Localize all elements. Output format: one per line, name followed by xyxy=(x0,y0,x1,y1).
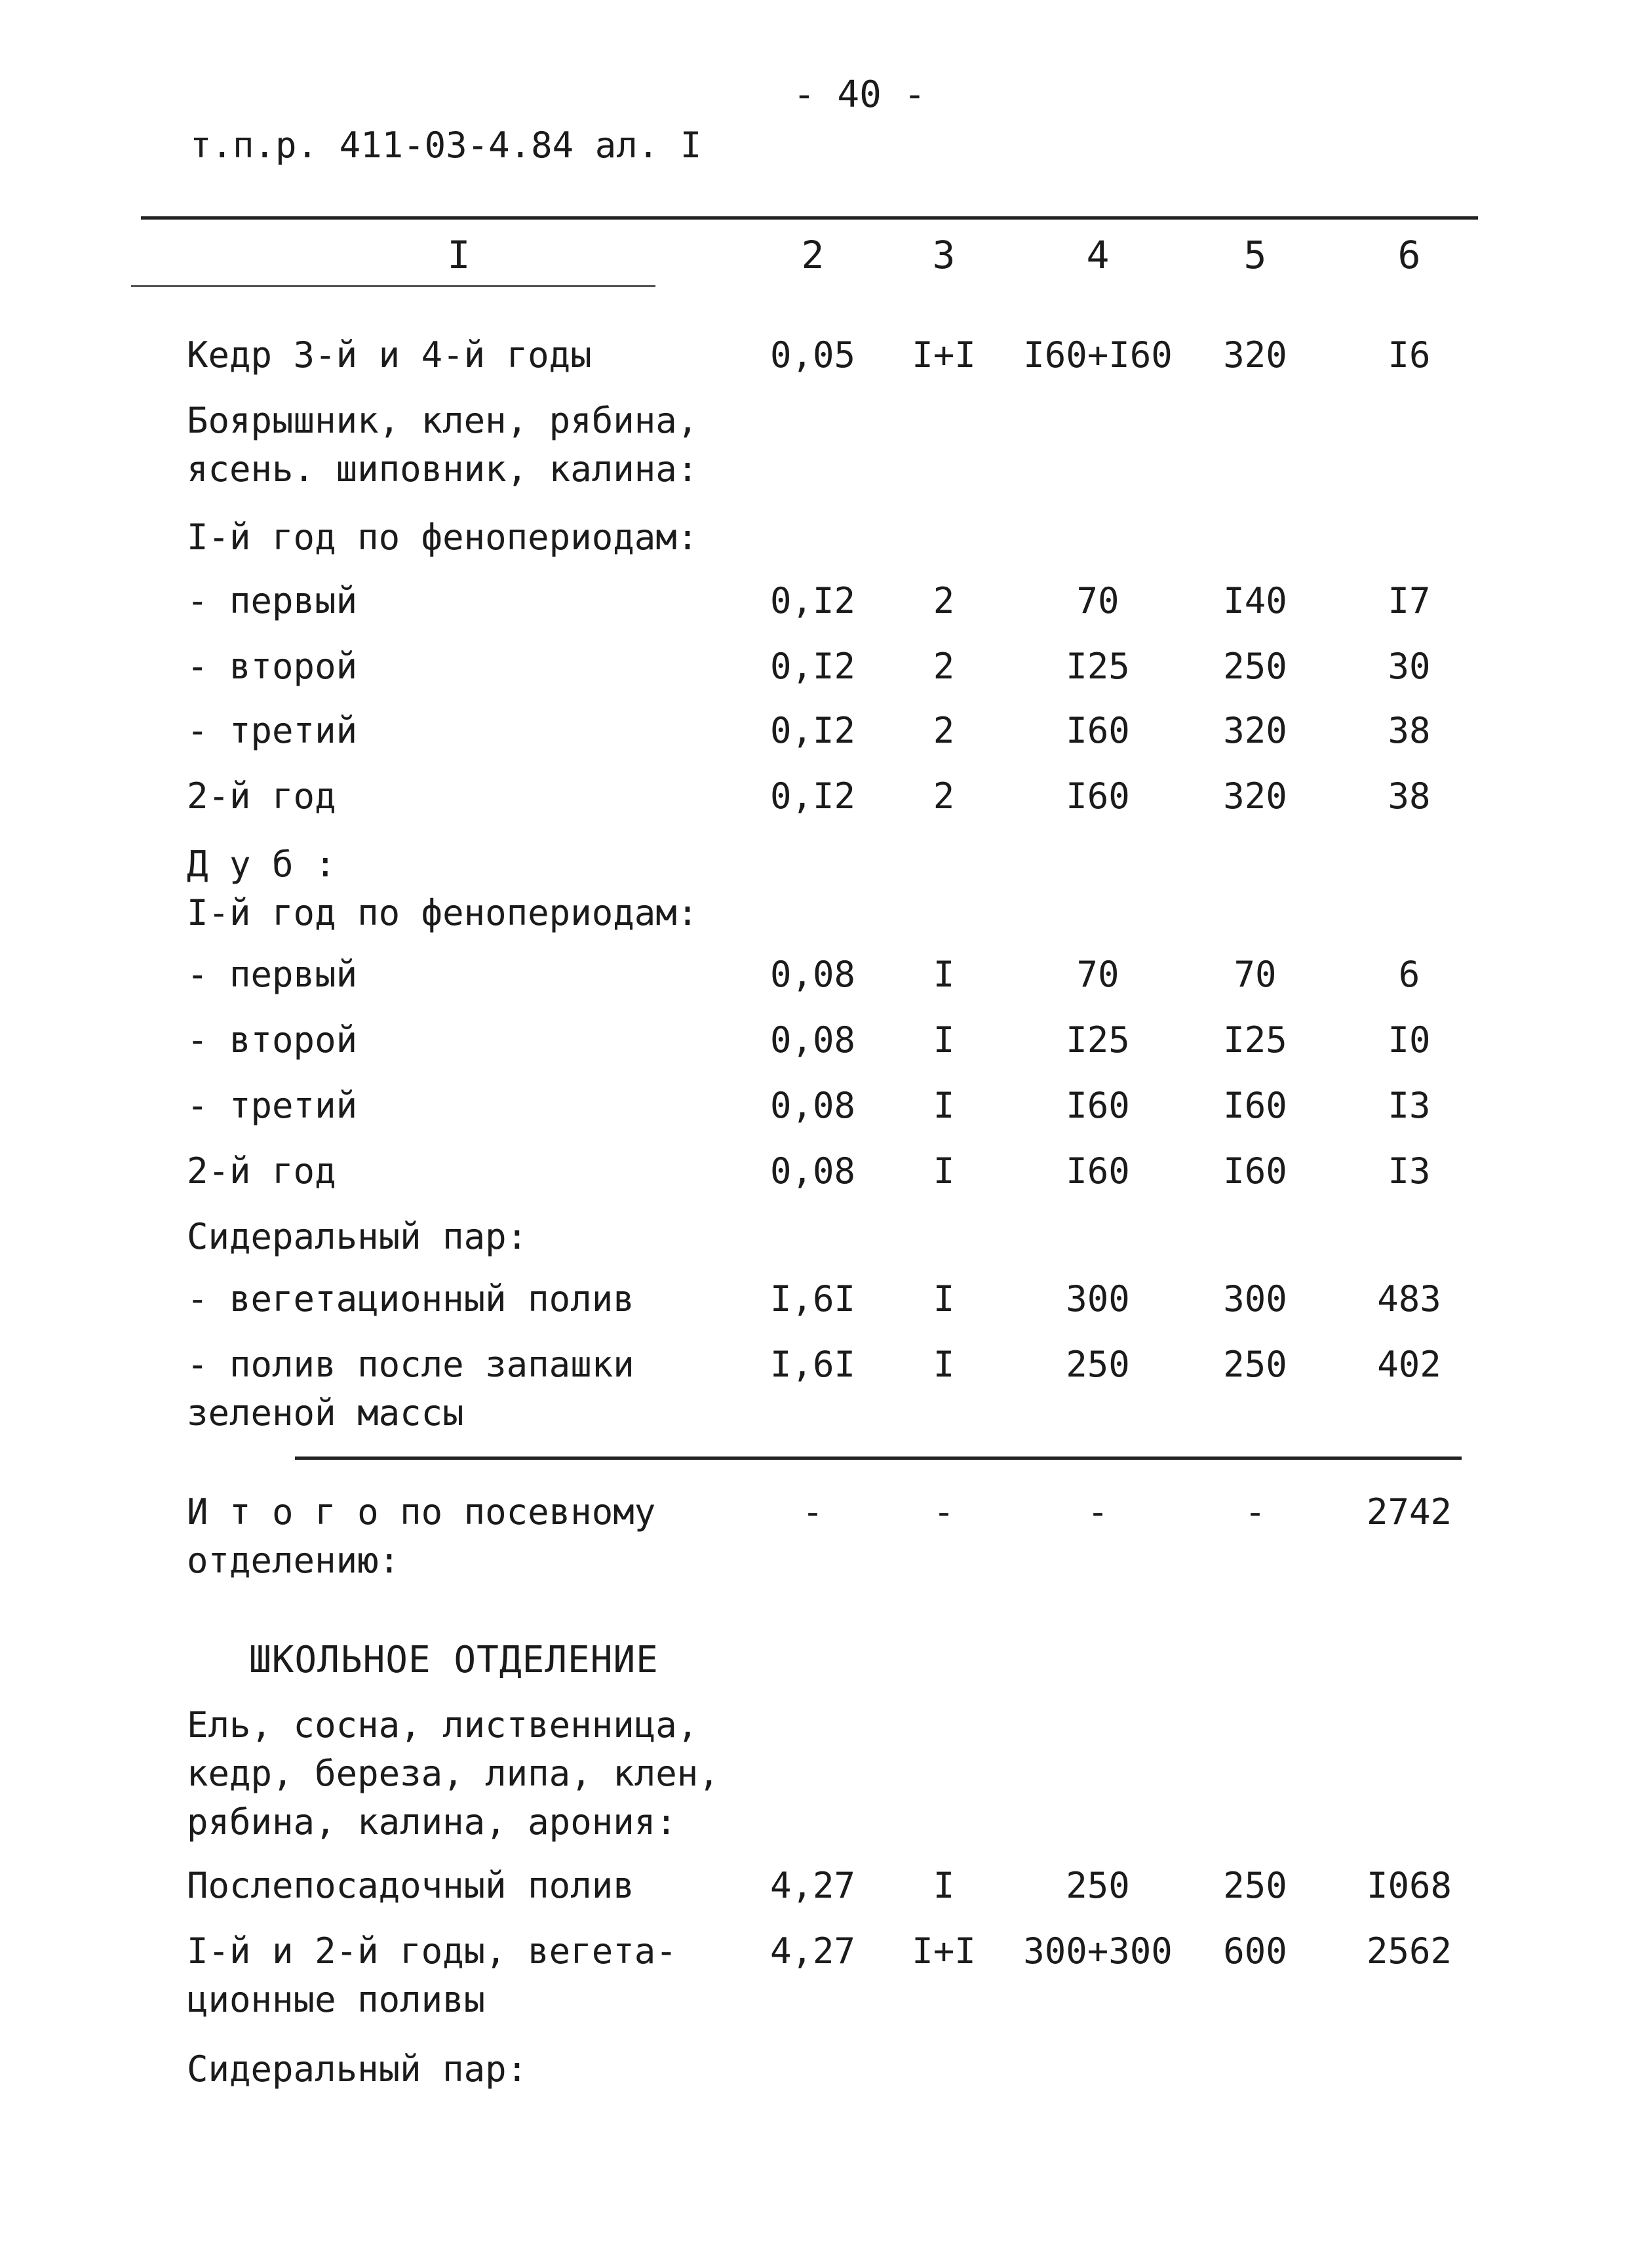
cell-col6: 38 xyxy=(1388,710,1431,751)
row-label: - второй xyxy=(187,1019,358,1061)
cell-col3: I xyxy=(933,1019,955,1061)
cell-col5: 250 xyxy=(1223,1865,1287,1906)
total-col5: - xyxy=(1244,1491,1266,1533)
total-col3: - xyxy=(933,1491,955,1533)
total-separator-rule xyxy=(295,1457,1462,1460)
row-label: Сидеральный пар: xyxy=(187,1216,528,1257)
row-label: - третий xyxy=(187,1085,358,1126)
row-label: I-й год по фенопериодам: xyxy=(187,517,699,558)
document-reference: т.п.р. 411-03-4.84 ал. I xyxy=(190,125,702,166)
cell-col4: 250 xyxy=(1066,1344,1130,1385)
row-label: - второй xyxy=(187,646,358,687)
cell-col3: 2 xyxy=(933,646,955,687)
cell-col2: 0,I2 xyxy=(769,710,856,751)
cell-col6: 402 xyxy=(1377,1344,1441,1385)
column-header-3: 3 xyxy=(932,233,956,277)
cell-col5: I40 xyxy=(1223,580,1287,621)
page-number: - 40 - xyxy=(793,73,926,116)
cell-col5: I60 xyxy=(1223,1150,1287,1192)
cell-col3: I xyxy=(933,1865,955,1906)
cell-col3: I xyxy=(933,1344,955,1385)
cell-col6: 6 xyxy=(1398,954,1420,995)
row-label: Д у б : I-й год по фенопериодам: xyxy=(187,844,699,933)
cell-col6: I068 xyxy=(1366,1865,1452,1906)
cell-col6: I0 xyxy=(1388,1019,1431,1061)
row-label: 2-й год xyxy=(187,1150,336,1192)
cell-col2: 0,08 xyxy=(769,1150,856,1192)
cell-col2: 4,27 xyxy=(769,1865,856,1906)
cell-col2: 0,08 xyxy=(769,954,856,995)
cell-col6: 30 xyxy=(1388,646,1431,687)
cell-col6: 38 xyxy=(1388,775,1431,817)
cell-col2: 0,05 xyxy=(769,334,856,376)
cell-col6: 2562 xyxy=(1366,1930,1452,1972)
total-col6: 2742 xyxy=(1366,1491,1452,1533)
cell-col3: 2 xyxy=(933,580,955,621)
total-col2: - xyxy=(802,1491,824,1533)
cell-col3: I xyxy=(933,1278,955,1320)
row-label: Боярышник, клен, рябина, ясень. шиповник, калина: xyxy=(187,400,699,490)
row-label: 2-й год xyxy=(187,775,336,817)
cell-col2: 0,08 xyxy=(769,1085,856,1126)
cell-col3: I xyxy=(933,1150,955,1192)
row-label: - первый xyxy=(187,580,358,621)
column-header-1: I xyxy=(447,233,471,277)
cell-col4: 70 xyxy=(1076,580,1119,621)
cell-col5: 600 xyxy=(1223,1930,1287,1972)
cell-col3: 2 xyxy=(933,775,955,817)
cell-col5: 250 xyxy=(1223,646,1287,687)
row-label: Ель, сосна, лиственница, кедр, береза, липа, клен, рябина, калина, арония: xyxy=(187,1704,720,1843)
cell-col6: I3 xyxy=(1388,1085,1431,1126)
cell-col4: I60 xyxy=(1066,1150,1130,1192)
cell-col5: 70 xyxy=(1234,954,1277,995)
cell-col6: I3 xyxy=(1388,1150,1431,1192)
cell-col5: 320 xyxy=(1223,775,1287,817)
cell-col4: I25 xyxy=(1066,1019,1130,1061)
total-label: И т о г о по посевному отделению: xyxy=(187,1491,656,1581)
column-header-4: 4 xyxy=(1086,233,1110,277)
row-label: I-й и 2-й годы, вегета- ционные поливы xyxy=(187,1930,677,2020)
cell-col3: I+I xyxy=(912,334,976,376)
cell-col4: I25 xyxy=(1066,646,1130,687)
cell-col4: I60+I60 xyxy=(1023,334,1173,376)
cell-col4: 300 xyxy=(1066,1278,1130,1320)
table-top-rule xyxy=(141,216,1478,220)
cell-col3: I xyxy=(933,954,955,995)
cell-col4: I60 xyxy=(1066,1085,1130,1126)
column-header-6: 6 xyxy=(1397,233,1421,277)
row-label: Кедр 3-й и 4-й годы xyxy=(187,334,592,376)
row-label: - первый xyxy=(187,954,358,995)
row-label: - полив после запашки зеленой массы xyxy=(187,1344,634,1434)
row-label: - вегетационный полив xyxy=(187,1278,634,1320)
cell-col2: 0,08 xyxy=(769,1019,856,1061)
cell-col5: 250 xyxy=(1223,1344,1287,1385)
cell-col4: 70 xyxy=(1076,954,1119,995)
cell-col2: 0,I2 xyxy=(769,580,856,621)
cell-col2: 4,27 xyxy=(769,1930,856,1972)
cell-col2: 0,I2 xyxy=(769,646,856,687)
cell-col3: 2 xyxy=(933,710,955,751)
cell-col4: 300+300 xyxy=(1023,1930,1173,1972)
cell-col2: I,6I xyxy=(769,1278,856,1320)
cell-col5: I60 xyxy=(1223,1085,1287,1126)
cell-col3: I xyxy=(933,1085,955,1126)
cell-col6: 483 xyxy=(1377,1278,1441,1320)
cell-col5: 320 xyxy=(1223,710,1287,751)
cell-col5: 300 xyxy=(1223,1278,1287,1320)
cell-col3: I+I xyxy=(912,1930,976,1972)
row-label: Послепосадочный полив xyxy=(187,1865,634,1906)
cell-col2: I,6I xyxy=(769,1344,856,1385)
row-label: - третий xyxy=(187,710,358,751)
cell-col2: 0,I2 xyxy=(769,775,856,817)
cell-col5: 320 xyxy=(1223,334,1287,376)
cell-col4: 250 xyxy=(1066,1865,1130,1906)
row-label: Сидеральный пар: xyxy=(187,2048,528,2090)
cell-col6: I6 xyxy=(1388,334,1431,376)
total-col4: - xyxy=(1087,1491,1109,1533)
cell-col4: I60 xyxy=(1066,775,1130,817)
cell-col6: I7 xyxy=(1388,580,1431,621)
header-bottom-rule xyxy=(131,285,655,287)
cell-col4: I60 xyxy=(1066,710,1130,751)
column-header-2: 2 xyxy=(801,233,825,277)
cell-col5: I25 xyxy=(1223,1019,1287,1061)
section-title: ШКОЛЬНОЕ ОТДЕЛЕНИЕ xyxy=(249,1639,659,1681)
column-header-5: 5 xyxy=(1243,233,1267,277)
